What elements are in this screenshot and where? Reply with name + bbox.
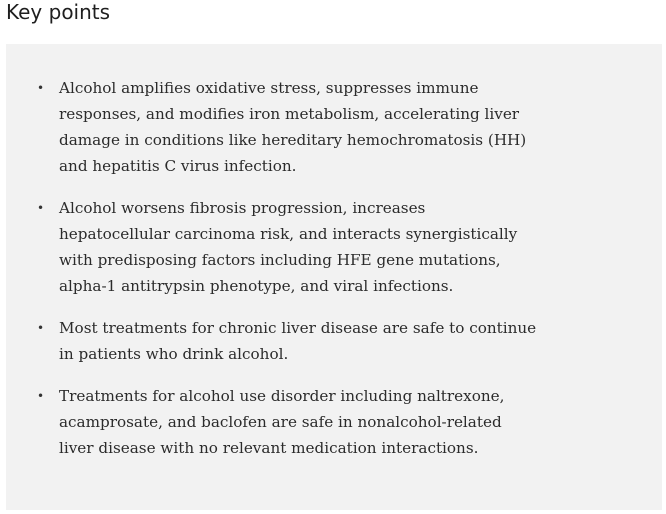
key-point-text: Alcohol worsens fibrosis progression, increases hepatocellular carcinoma risk, and interacts synergistically with predisposing factors including HFE gene mutations, alpha-1 antitrypsin phenotype, and viral infections. (59, 199, 518, 295)
key-point-text: Treatments for alcohol use disorder including naltrexone, acamprosate, and baclofen are safe in nonalcohol-related liver disease with no relevant medication interactions. (59, 387, 505, 457)
list-item (37, 195, 539, 299)
list-item (37, 383, 539, 461)
bullet-icon: • (37, 201, 45, 215)
bullet-icon: • (37, 389, 45, 403)
key-points-list (6, 75, 662, 461)
key-point-text: Alcohol amplifies oxidative stress, suppresses immune responses, and modifies iron metabolism, accelerating liver damage in conditions like hereditary hemochromatosis (HH) and hepatitis C virus infection. (59, 79, 527, 175)
bullet-icon: • (37, 81, 45, 95)
bullet-icon: • (37, 321, 45, 335)
list-item (37, 75, 539, 179)
key-point-text: Most treatments for chronic liver disease are safe to continue in patients who drink alcohol. (59, 319, 537, 363)
section-title: Key points (6, 0, 111, 24)
list-item (37, 315, 539, 367)
key-points-box (6, 44, 662, 510)
